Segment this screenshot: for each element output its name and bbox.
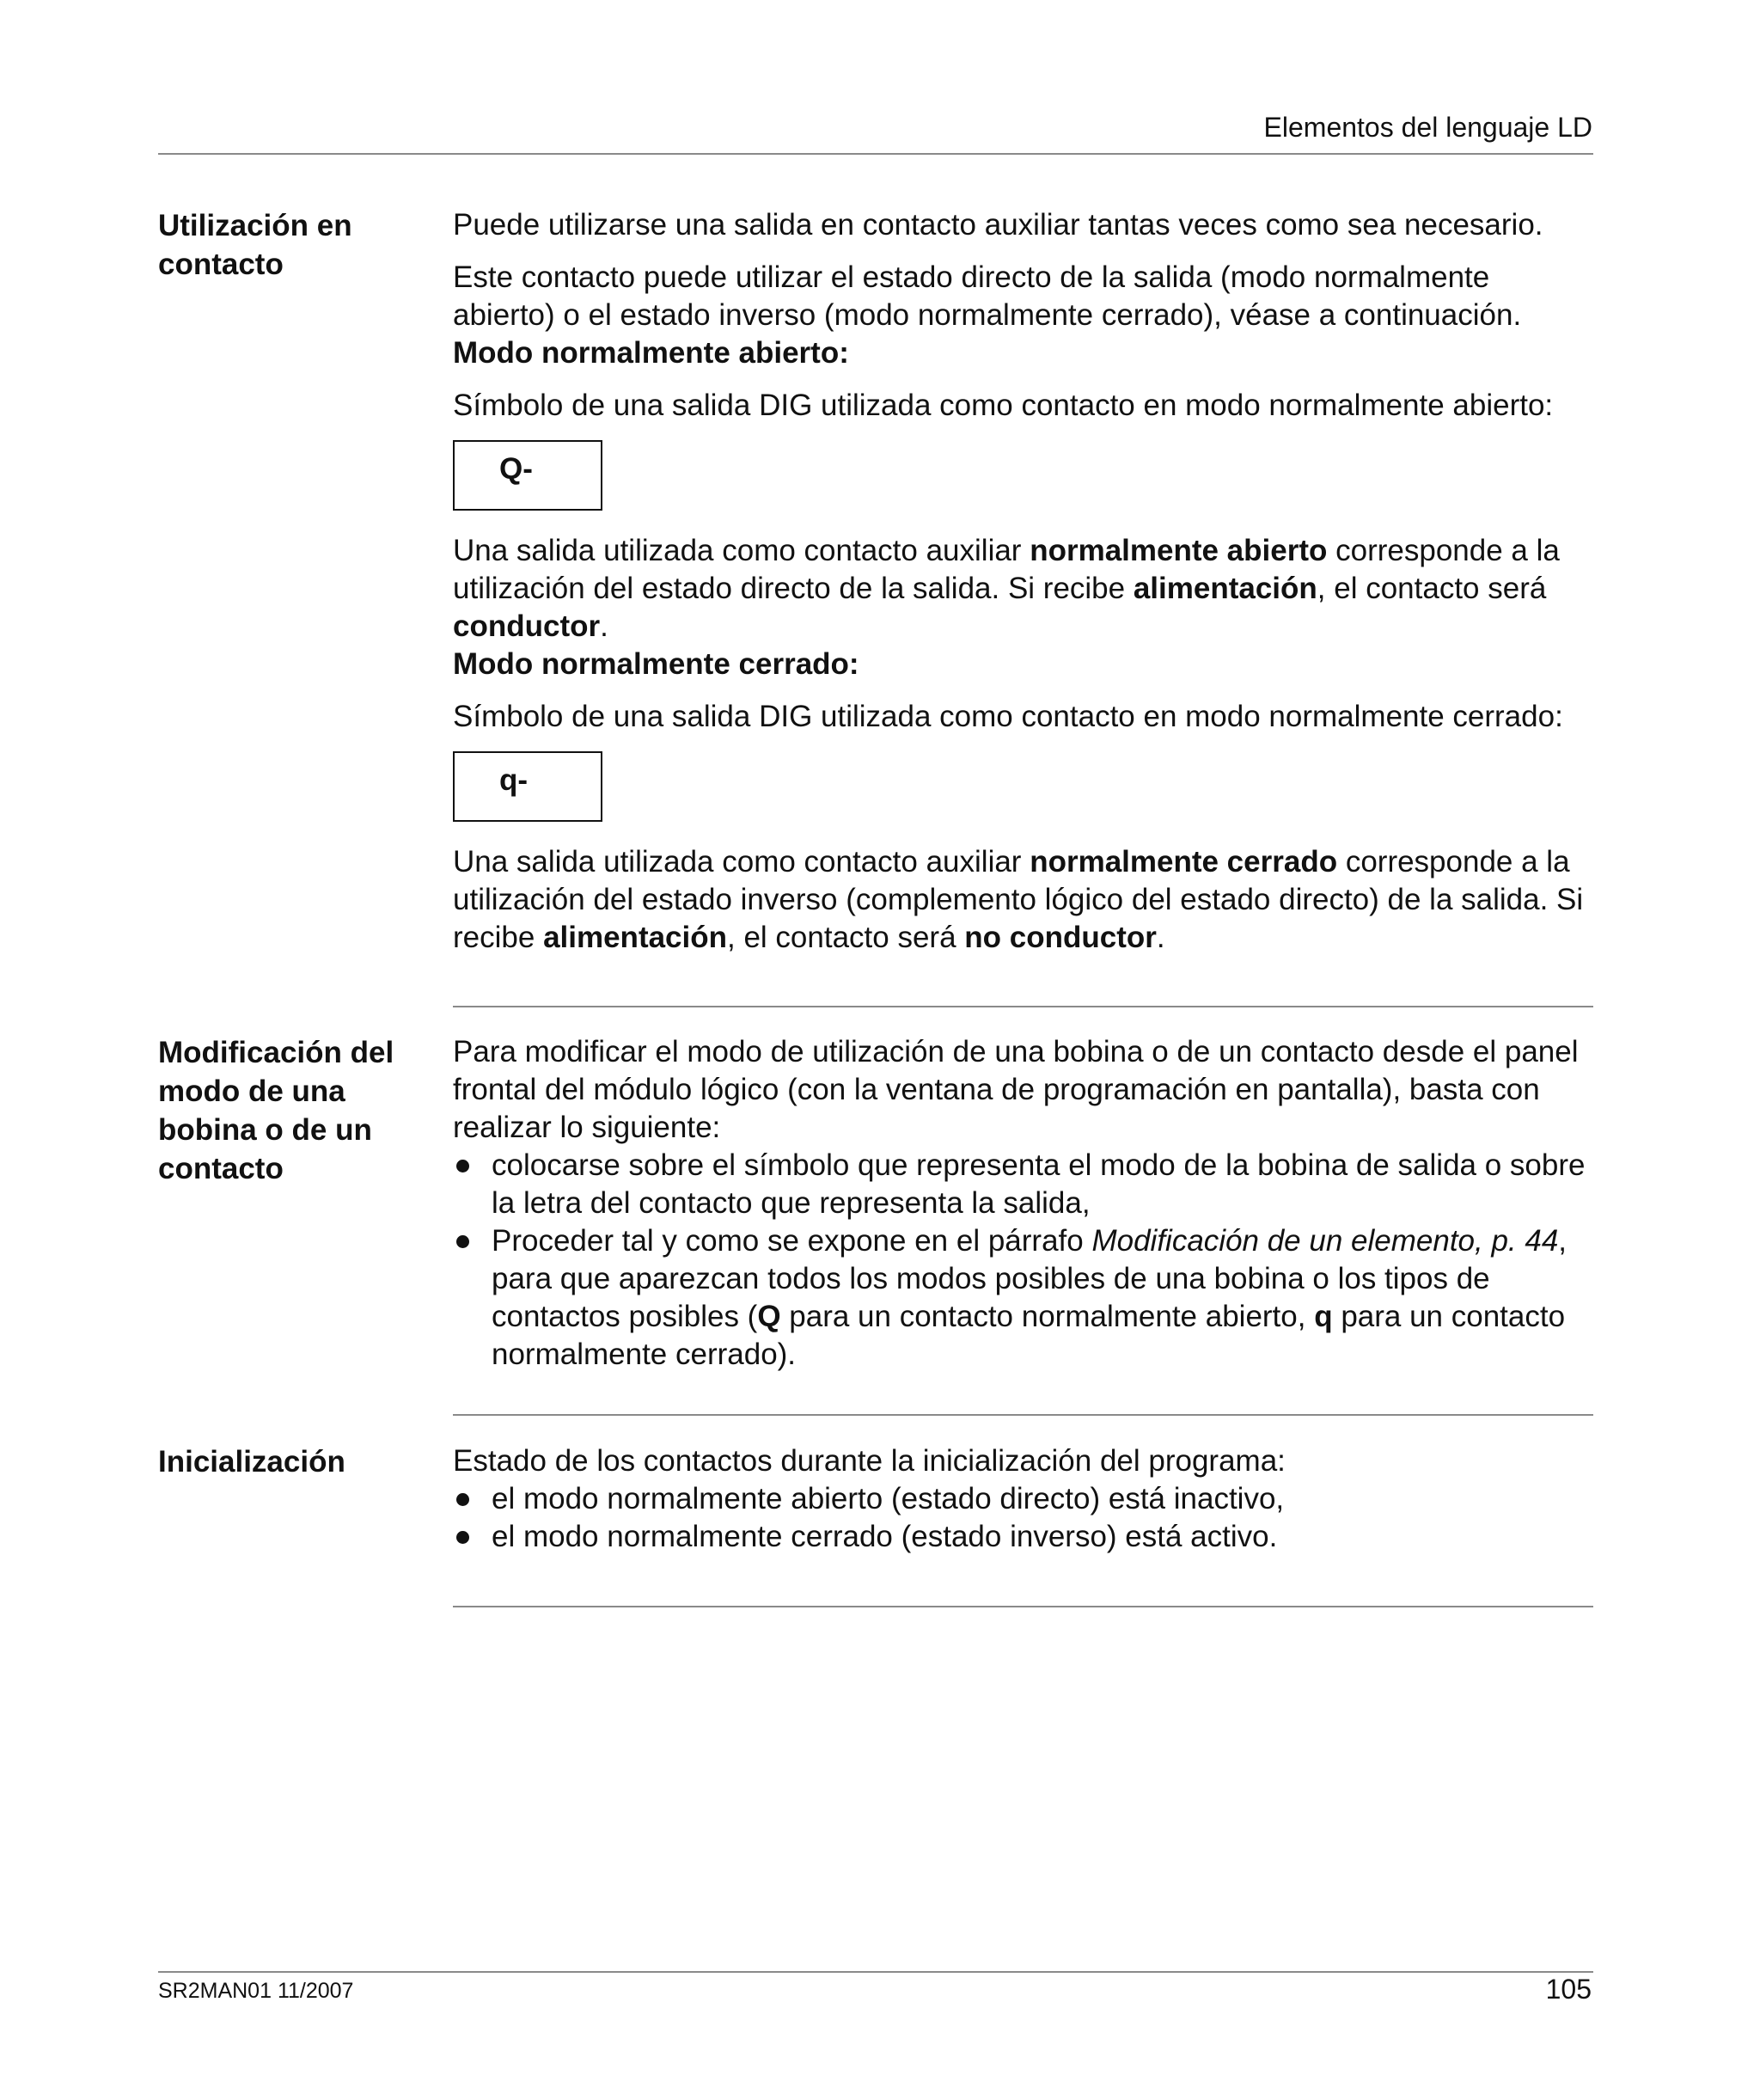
list-item [453, 1480, 1592, 1518]
text-run: , el contacto será [727, 921, 965, 954]
text-run: . [600, 609, 608, 643]
paragraph-normally-open-description [453, 532, 1592, 646]
bullet-dot-icon [456, 1160, 469, 1172]
list-item [453, 1147, 1592, 1222]
paragraph: Para modificar el modo de utilización de una bobina o de un contacto desde el panel frontal del módulo lógico (con la ventana de programación en pantalla), basta con realizar lo siguiente: [453, 1035, 1579, 1144]
section-label-line: contacto [158, 1152, 284, 1185]
bold-run: conductor [453, 609, 601, 643]
section-divider [453, 1006, 1593, 1007]
bullet-dot-icon [456, 1531, 469, 1544]
section-content-init [453, 1442, 1592, 1556]
paragraph: Símbolo de una salida DIG utilizada como contacto en modo normalmente cerrado: [453, 700, 1563, 733]
list-item [453, 1222, 1592, 1374]
footer-page-number: 105 [1545, 1974, 1592, 2005]
footer-rule [158, 1971, 1593, 1973]
text-run: , el contacto será [1317, 572, 1547, 605]
bullet-list [453, 1480, 1592, 1556]
paragraph: Estado de los contactos durante la inicialización del programa: [453, 1444, 1286, 1478]
section-label-line: Inicialización [158, 1445, 345, 1479]
subheading-normally-closed: Modo normalmente cerrado: [453, 647, 859, 681]
section-divider [453, 1606, 1593, 1607]
footer-document-id: SR2MAN01 11/2007 [158, 1979, 354, 2003]
bold-run: normalmente abierto [1030, 534, 1328, 567]
list-item [453, 1518, 1592, 1556]
text-run: Una salida utilizada como contacto auxiliar [453, 534, 1030, 567]
header-rule [158, 153, 1593, 155]
section-label-line: Modificación del [158, 1036, 394, 1069]
bold-run: alimentación [1133, 572, 1317, 605]
paragraph: Puede utilizarse una salida en contacto auxiliar tantas veces como sea necesario. [453, 208, 1543, 242]
bullet-dot-icon [456, 1235, 469, 1248]
section-label-contact [158, 206, 425, 284]
bold-run: Q [757, 1300, 781, 1333]
cross-reference-link[interactable]: Modificación de un elemento, p. 44 [1091, 1224, 1559, 1258]
subheading-normally-open: Modo normalmente abierto: [453, 336, 849, 370]
bold-run: q [1314, 1300, 1333, 1333]
section-label-line: contacto [158, 248, 284, 281]
paragraph: Este contacto puede utilizar el estado directo de la salida (modo normalmente abierto) o el estado inverso (modo normalmente cerrado), véase a continuación. [453, 260, 1522, 332]
list-item-text: el modo normalmente cerrado (estado inverso) está activo. [492, 1520, 1278, 1553]
bullet-dot-icon [456, 1493, 469, 1506]
paragraph: Símbolo de una salida DIG utilizada como contacto en modo normalmente abierto: [453, 389, 1554, 422]
text-run: Proceder tal y como se expone en el párrafo [492, 1224, 1092, 1258]
contact-symbol-normally-closed: q- [453, 751, 602, 822]
text-run: Una salida utilizada como contacto auxiliar [453, 845, 1030, 879]
text-run: corresponde a la utilización del estado directo de la salida. Si recibe [453, 534, 1560, 605]
list-item-text: colocarse sobre el símbolo que representa el modo de la bobina de salida o sobre la letra del contacto que representa la salida, [492, 1148, 1586, 1220]
contact-symbol-normally-open: Q- [453, 440, 602, 511]
section-content-contact [453, 206, 1592, 957]
section-label-line: modo de una [158, 1074, 345, 1108]
bold-run: no conductor [964, 921, 1157, 954]
section-label-modification [158, 1033, 425, 1188]
bullet-list [453, 1147, 1592, 1374]
running-header-title: Elementos del lenguaje LD [1263, 112, 1592, 143]
section-label-line: bobina o de un [158, 1113, 372, 1147]
text-run: . [1156, 921, 1165, 954]
paragraph-normally-closed-description [453, 843, 1592, 957]
section-divider [453, 1414, 1593, 1416]
section-content-modification [453, 1033, 1592, 1374]
text-run: corresponde a la utilización del estado inverso (complemento lógico del estado directo) de la salida. Si recibe [453, 845, 1584, 954]
text-run: para un contacto normalmente cerrado). [492, 1300, 1566, 1371]
bold-run: alimentación [543, 921, 728, 954]
text-run: , para que aparezcan todos los modos posibles de una bobina o los tipos de contactos posibles ( [492, 1224, 1568, 1333]
bold-run: normalmente cerrado [1030, 845, 1338, 879]
list-item-text: el modo normalmente abierto (estado directo) está inactivo, [492, 1482, 1285, 1515]
section-label-init [158, 1442, 425, 1481]
section-label-line: Utilización en [158, 209, 352, 242]
text-run: para un contacto normalmente abierto, [780, 1300, 1315, 1333]
